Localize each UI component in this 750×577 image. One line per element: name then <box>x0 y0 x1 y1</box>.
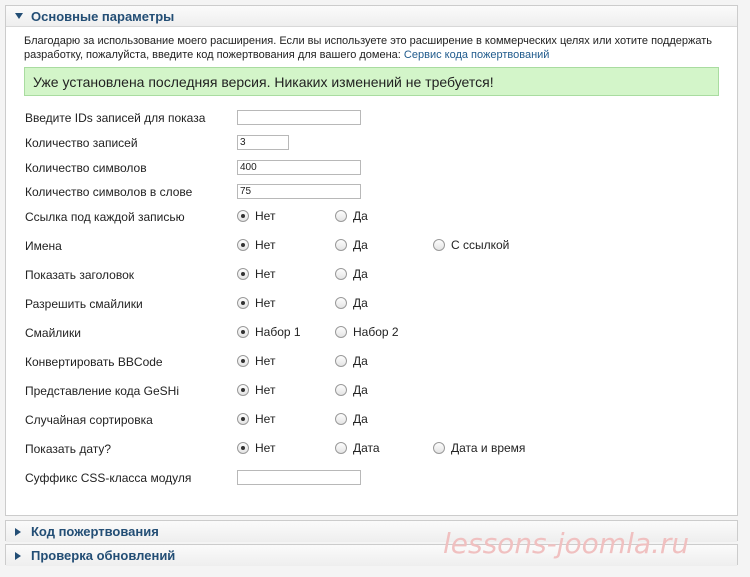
radio-button-icon[interactable] <box>237 239 249 251</box>
word-chars-input[interactable] <box>237 184 361 199</box>
radio-option[interactable] <box>335 238 368 252</box>
radio-option[interactable] <box>237 238 275 252</box>
radio-button-icon[interactable] <box>335 384 347 396</box>
radio-option-label: Нет <box>255 296 276 310</box>
radio-row <box>6 440 739 460</box>
radio-row-label: Разрешить смайлики <box>25 297 143 311</box>
ids-input[interactable] <box>237 110 361 125</box>
radio-button-icon[interactable] <box>335 297 347 309</box>
watermark-text: lessons-joomla.ru <box>443 527 690 560</box>
radio-option-label: Да <box>353 296 368 310</box>
radio-row <box>6 208 739 228</box>
radio-option-label: Дата и время <box>451 441 526 455</box>
radio-button-icon[interactable] <box>335 442 347 454</box>
radio-button-icon[interactable] <box>237 210 249 222</box>
count-label: Количество записей <box>25 136 138 150</box>
field-row-chars <box>6 159 739 179</box>
radio-option[interactable] <box>335 354 368 368</box>
radio-row <box>6 382 739 402</box>
radio-button-icon[interactable] <box>237 413 249 425</box>
radio-option-label: Нет <box>255 267 276 281</box>
radio-option[interactable] <box>335 412 368 426</box>
radio-button-icon[interactable] <box>237 442 249 454</box>
radio-row <box>6 353 739 373</box>
radio-option-label: Нет <box>255 383 276 397</box>
main-params-header[interactable] <box>6 6 737 27</box>
radio-option[interactable] <box>335 209 368 223</box>
radio-option-label: Дата <box>353 441 380 455</box>
radio-option[interactable] <box>335 441 380 455</box>
description-text: Благодарю за использование моего расширения. Если вы используете это расширение в коммерческих целях или хотите поддержать разработку, пожалуйста, введите код пожертвования для вашего домена: <box>24 35 713 61</box>
radio-option-label: Нет <box>255 412 276 426</box>
radio-option-label: Да <box>353 354 368 368</box>
radio-row-label: Смайлики <box>25 326 81 340</box>
radio-option-label: Нет <box>255 441 276 455</box>
radio-option-label: Нет <box>255 209 276 223</box>
radio-row-label: Показать заголовок <box>25 268 135 282</box>
radio-option-label: Нет <box>255 238 276 252</box>
radio-option[interactable] <box>335 383 368 397</box>
field-row-count <box>6 134 739 154</box>
updates-title: Проверка обновлений <box>31 548 176 563</box>
status-notice: Уже установлена последняя версия. Никаких изменений не требуется! <box>24 67 719 96</box>
main-params-title: Основные параметры <box>31 8 175 24</box>
radio-button-icon[interactable] <box>237 268 249 280</box>
radio-button-icon[interactable] <box>335 326 347 338</box>
field-row-word-chars <box>6 183 739 203</box>
chars-label: Количество символов <box>25 161 147 175</box>
radio-button-icon[interactable] <box>433 239 445 251</box>
donation-service-link[interactable]: Сервис кода пожертвований <box>403 49 550 61</box>
radio-option[interactable] <box>335 325 399 339</box>
radio-button-icon[interactable] <box>335 239 347 251</box>
chevron-right-icon <box>15 528 24 536</box>
radio-row-label: Представление кода GeSHi <box>25 384 180 398</box>
radio-button-icon[interactable] <box>335 210 347 222</box>
radio-option[interactable] <box>237 209 275 223</box>
radio-row-label: Случайная сортировка <box>25 413 153 427</box>
radio-option-label: Набор 2 <box>353 325 399 339</box>
radio-option[interactable] <box>237 325 301 339</box>
radio-option[interactable] <box>237 441 275 455</box>
chars-input[interactable] <box>237 160 361 175</box>
radio-option[interactable] <box>237 383 275 397</box>
radio-row-label: Ссылка под каждой записью <box>25 210 185 224</box>
radio-option[interactable] <box>335 267 368 281</box>
radio-row-label: Показать дату? <box>25 442 112 456</box>
radio-button-icon[interactable] <box>237 297 249 309</box>
count-input[interactable] <box>237 135 289 150</box>
radio-option-label: С ссылкой <box>451 238 510 252</box>
radio-option-label: Да <box>353 383 368 397</box>
radio-option-label: Да <box>353 267 368 281</box>
css-suffix-input[interactable] <box>237 470 361 485</box>
radio-button-icon[interactable] <box>433 442 445 454</box>
ids-label: Введите IDs записей для показа <box>25 111 206 125</box>
radio-button-icon[interactable] <box>335 413 347 425</box>
radio-button-icon[interactable] <box>237 384 249 396</box>
donation-title: Код пожертвования <box>31 524 159 539</box>
main-params-panel <box>5 5 738 516</box>
word-chars-label: Количество символов в слове <box>25 185 193 199</box>
field-row-ids <box>6 109 739 129</box>
chevron-right-icon <box>15 552 24 560</box>
description <box>24 34 729 62</box>
radio-row <box>6 266 739 286</box>
radio-option-label: Да <box>353 238 368 252</box>
radio-row <box>6 237 739 257</box>
radio-option-label: Набор 1 <box>255 325 301 339</box>
radio-option-label: Нет <box>255 354 276 368</box>
radio-option[interactable] <box>237 296 275 310</box>
chevron-down-icon <box>15 13 24 19</box>
radio-row-label: Конвертировать BBCode <box>25 355 163 369</box>
radio-button-icon[interactable] <box>237 326 249 338</box>
radio-option[interactable] <box>433 441 525 455</box>
css-suffix-label: Суффикс CSS-класса модуля <box>25 471 192 485</box>
field-row-css-suffix <box>6 469 739 489</box>
radio-row <box>6 411 739 431</box>
radio-button-icon[interactable] <box>237 355 249 367</box>
radio-option[interactable] <box>335 296 368 310</box>
radio-row <box>6 324 739 344</box>
radio-button-icon[interactable] <box>335 355 347 367</box>
radio-option[interactable] <box>237 267 275 281</box>
radio-option-label: Да <box>353 412 368 426</box>
radio-row <box>6 295 739 315</box>
radio-option[interactable] <box>237 412 275 426</box>
radio-option-label: Да <box>353 209 368 223</box>
radio-row-label: Имена <box>25 239 62 253</box>
radio-option[interactable] <box>237 354 275 368</box>
radio-option[interactable] <box>433 238 509 252</box>
radio-button-icon[interactable] <box>335 268 347 280</box>
